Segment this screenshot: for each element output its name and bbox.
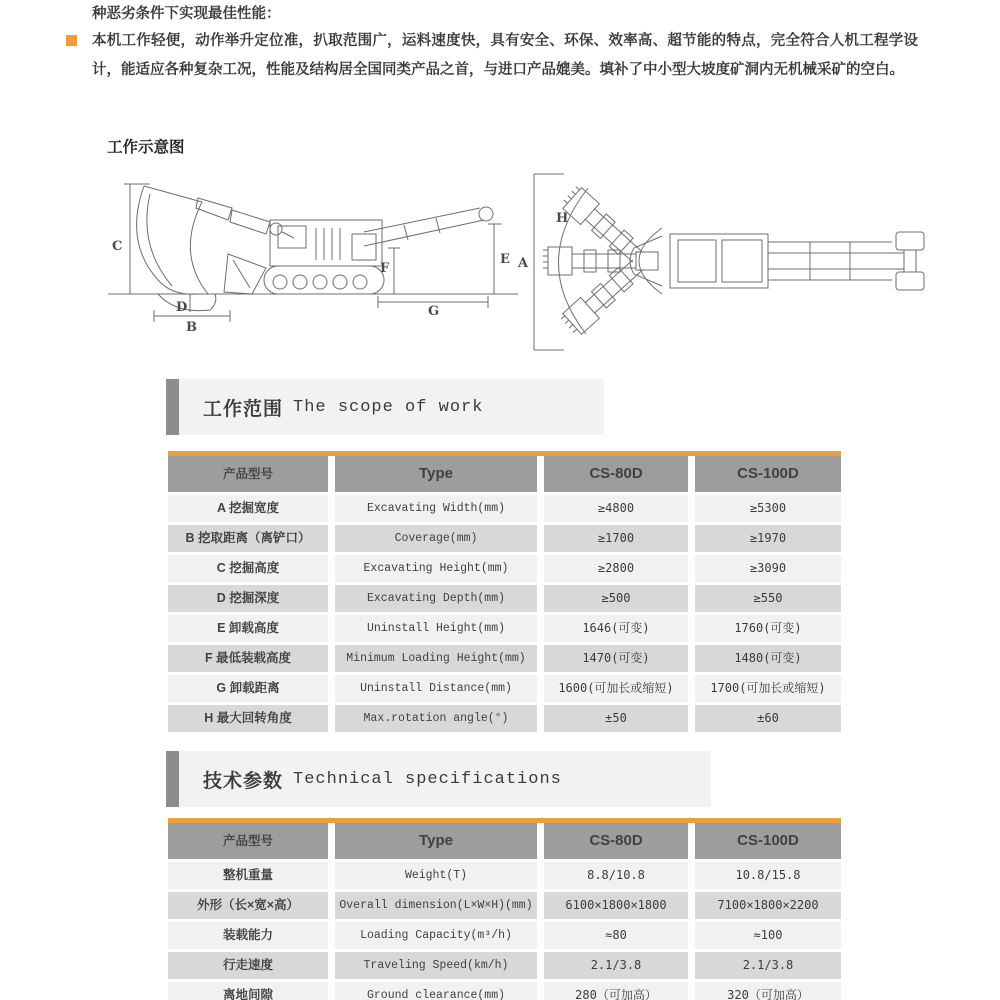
cell-cs80d: 1600(可加长或缩短) bbox=[544, 675, 688, 702]
table-row bbox=[168, 525, 841, 552]
intro-continuation-line: 种恶劣条件下实现最佳性能： bbox=[92, 6, 281, 22]
spec-table-header bbox=[168, 818, 841, 859]
cell-name: 装载能力 bbox=[168, 922, 328, 949]
table-row bbox=[168, 645, 841, 672]
cell-type: Coverage(mm) bbox=[335, 525, 537, 552]
cell-cs80d: 8.8/10.8 bbox=[544, 862, 688, 889]
dim-label-a: A bbox=[518, 256, 529, 271]
cell-type: Ground clearance(mm) bbox=[335, 982, 537, 1000]
cell-cs100d: 320（可加高） bbox=[695, 982, 841, 1000]
table-row bbox=[168, 675, 841, 702]
table-row bbox=[168, 892, 841, 919]
heading-bar bbox=[166, 751, 179, 807]
cell-name: F 最低装载高度 bbox=[168, 645, 328, 672]
cell-cs100d: 2.1/3.8 bbox=[695, 952, 841, 979]
cell-cs100d: ≥5300 bbox=[695, 495, 841, 522]
cell-cs80d: ≥4800 bbox=[544, 495, 688, 522]
cell-cs80d: 2.1/3.8 bbox=[544, 952, 688, 979]
cell-cs100d: ≈100 bbox=[695, 922, 841, 949]
cell-name: C 挖掘高度 bbox=[168, 555, 328, 582]
cell-type: Minimum Loading Height(mm) bbox=[335, 645, 537, 672]
col-header-cs100d: CS-100D bbox=[695, 823, 841, 859]
cell-type: Excavating Depth(mm) bbox=[335, 585, 537, 612]
cell-cs80d: ≥2800 bbox=[544, 555, 688, 582]
table-row bbox=[168, 495, 841, 522]
dim-label-b: B bbox=[186, 320, 197, 335]
cell-cs80d: 6100×1800×1800 bbox=[544, 892, 688, 919]
section-title-en: The scope of work bbox=[293, 397, 484, 417]
cell-cs100d: 7100×1800×2200 bbox=[695, 892, 841, 919]
col-header-cs80d: CS-80D bbox=[544, 456, 688, 492]
table-row bbox=[168, 862, 841, 889]
cell-cs80d: ≥1700 bbox=[544, 525, 688, 552]
cell-type: Max.rotation angle(°) bbox=[335, 705, 537, 732]
cell-cs100d: ≥550 bbox=[695, 585, 841, 612]
cell-cs80d: ≥500 bbox=[544, 585, 688, 612]
cell-name: 离地间隙 bbox=[168, 982, 328, 1000]
cell-cs100d: ≥3090 bbox=[695, 555, 841, 582]
work-diagram-title: 工作示意图 bbox=[107, 139, 185, 156]
cell-cs100d: 1480(可变) bbox=[695, 645, 841, 672]
scope-table-header bbox=[168, 451, 841, 492]
section-heading-spec bbox=[166, 751, 711, 807]
cell-cs80d: 1470(可变) bbox=[544, 645, 688, 672]
table-row bbox=[168, 585, 841, 612]
section-title-en: Technical specifications bbox=[293, 769, 562, 789]
cell-name: 整机重量 bbox=[168, 862, 328, 889]
cell-name: G 卸载距离 bbox=[168, 675, 328, 702]
cell-cs80d: 1646(可变) bbox=[544, 615, 688, 642]
cell-name: H 最大回转角度 bbox=[168, 705, 328, 732]
cell-name: 外形（长×宽×高） bbox=[168, 892, 328, 919]
section-heading-scope bbox=[166, 379, 604, 435]
cell-type: Uninstall Height(mm) bbox=[335, 615, 537, 642]
spec-table bbox=[168, 818, 841, 1000]
table-row bbox=[168, 952, 841, 979]
cell-type: Loading Capacity(m³/h) bbox=[335, 922, 537, 949]
cell-cs100d: ±60 bbox=[695, 705, 841, 732]
col-header-type: Type bbox=[335, 823, 537, 859]
cell-name: B 挖取距离（离铲口） bbox=[168, 525, 328, 552]
cell-type: Excavating Width(mm) bbox=[335, 495, 537, 522]
dim-label-e: E bbox=[500, 252, 510, 267]
cell-type: Overall dimension(L×W×H)(mm) bbox=[335, 892, 537, 919]
cell-cs100d: ≥1970 bbox=[695, 525, 841, 552]
cell-name: A 挖掘宽度 bbox=[168, 495, 328, 522]
cell-cs80d: ≈80 bbox=[544, 922, 688, 949]
cell-type: Weight(T) bbox=[335, 862, 537, 889]
table-row bbox=[168, 705, 841, 732]
cell-type: Excavating Height(mm) bbox=[335, 555, 537, 582]
top-view-diagram bbox=[500, 156, 945, 368]
col-header-model: 产品型号 bbox=[168, 823, 328, 859]
heading-box bbox=[179, 379, 604, 435]
dim-label-h: H bbox=[556, 211, 569, 226]
col-header-model: 产品型号 bbox=[168, 456, 328, 492]
cell-name: E 卸载高度 bbox=[168, 615, 328, 642]
scope-table bbox=[168, 451, 841, 732]
table-row bbox=[168, 615, 841, 642]
bullet-icon bbox=[66, 35, 77, 46]
cell-cs80d: 280（可加高） bbox=[544, 982, 688, 1000]
col-header-type: Type bbox=[335, 456, 537, 492]
cell-type: Traveling Speed(km/h) bbox=[335, 952, 537, 979]
table-row bbox=[168, 982, 841, 1000]
dim-label-g: G bbox=[428, 304, 440, 319]
heading-bar bbox=[166, 379, 179, 435]
intro-bullet-text: 本机工作轻便，动作举升定位准，扒取范围广，运料速度快，具有安全、环保、效率高、超节能的特点，完全符合人机工程学设计，能适应各种复杂工况，性能及结构居全国同类产品之首，与进口产品媲美。填补了中小型大坡度矿洞内无机械采矿的空白。 bbox=[92, 33, 918, 78]
table-row bbox=[168, 555, 841, 582]
cell-cs80d: ±50 bbox=[544, 705, 688, 732]
heading-box bbox=[179, 751, 711, 807]
table-row bbox=[168, 922, 841, 949]
dim-label-f: F bbox=[380, 261, 390, 276]
side-view-diagram bbox=[78, 162, 518, 367]
section-title-zh: 工作范围 bbox=[203, 398, 284, 420]
section-title-zh: 技术参数 bbox=[203, 770, 284, 792]
cell-type: Uninstall Distance(mm) bbox=[335, 675, 537, 702]
cell-cs100d: 10.8/15.8 bbox=[695, 862, 841, 889]
dim-label-c: C bbox=[112, 239, 123, 254]
cell-name: 行走速度 bbox=[168, 952, 328, 979]
col-header-cs80d: CS-80D bbox=[544, 823, 688, 859]
cell-cs100d: 1760(可变) bbox=[695, 615, 841, 642]
col-header-cs100d: CS-100D bbox=[695, 456, 841, 492]
cell-cs100d: 1700(可加长或缩短) bbox=[695, 675, 841, 702]
cell-name: D 挖掘深度 bbox=[168, 585, 328, 612]
dim-label-d: D bbox=[176, 300, 188, 315]
